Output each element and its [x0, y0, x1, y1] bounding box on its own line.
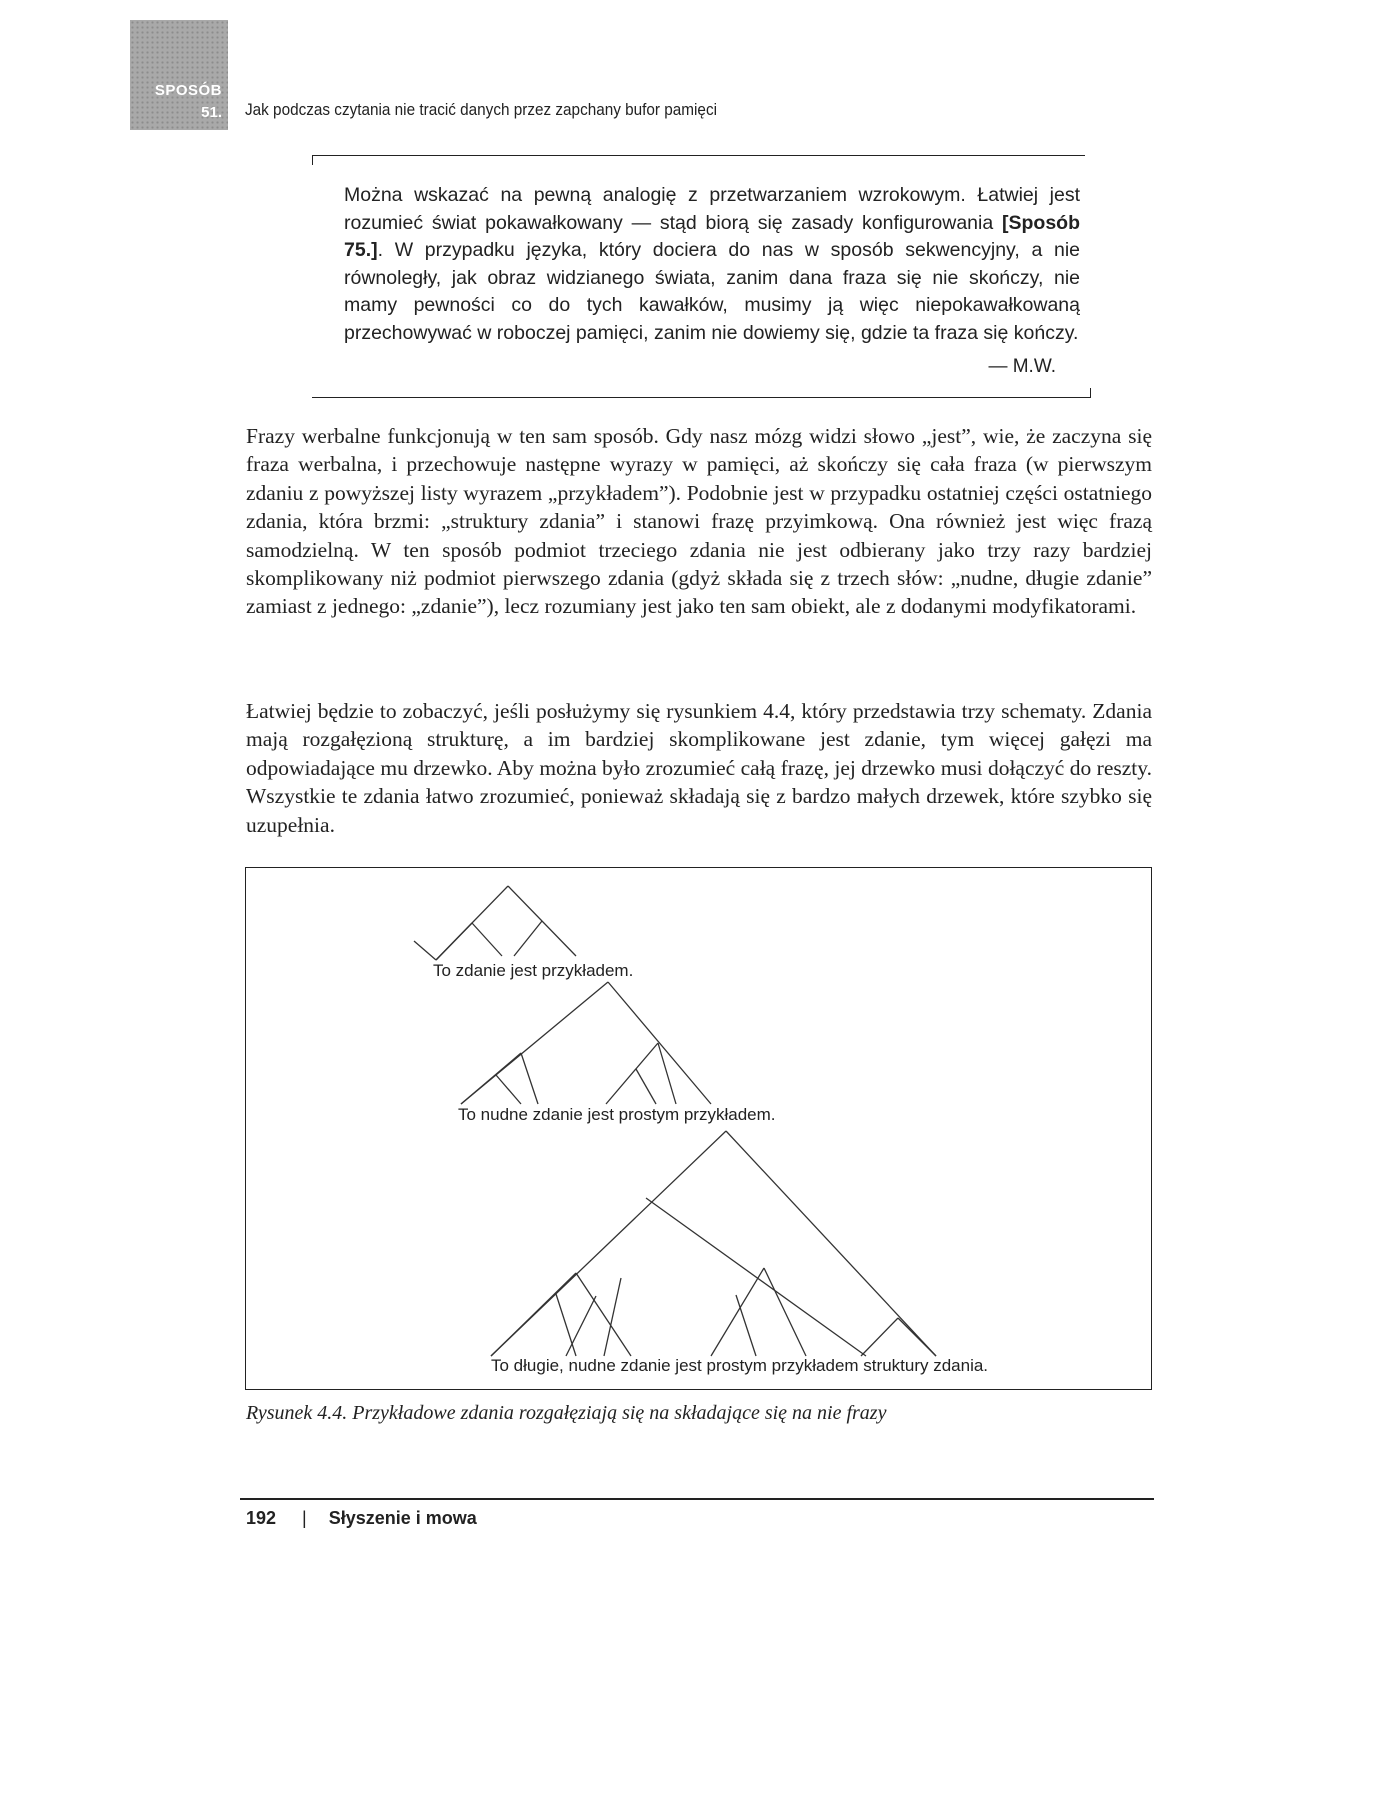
hack-reference-link[interactable]: [Sposób 75.] [344, 211, 1080, 262]
section-tab [130, 20, 228, 130]
tree-diagram [246, 868, 1153, 1391]
page-footer [246, 1508, 477, 1529]
page-number: 192 [246, 1508, 277, 1528]
sentence-3: To długie, nudne zdanie jest prostym przykładem struktury zdania. [491, 1356, 989, 1375]
tab-number: 51. [201, 104, 222, 121]
note-signature: — M.W. [988, 356, 1056, 377]
chapter-title: Słyszenie i mowa [328, 1508, 477, 1528]
sentence-2: To nudne zdanie jest prostym przykładem. [458, 1105, 776, 1124]
body-paragraph-2 [246, 697, 1152, 839]
paragraph-text: Frazy werbalne funkcjonują w ten sam sposób. Gdy nasz mózg widzi słowo „jest”, wie, że zaczyna się fraza werbalna, i przechowuje następne wyrazy w pamięci, aż skończy się cała fraza (w pierwszym zdaniu z powyższej listy wyrazem „przykładem”). Podobnie jest w przypadku ostatniej części ostatniego zdania, która brzmi: „struktury zdania” i stanowi frazę przyimkową. Ona również jest więc frazą samodzielną. W ten sposób podmiot trzeciego zdania nie jest odbierany jako trzy razy bardziej skomplikowany niż podmiot pierwszego zdania (gdyż składa się z trzech słów: „nudne, długie zdanie” zamiast z jednego: „zdanie”), lecz rozumiany jest jako ten sam obiekt, ale z dodanymi modyfikatorami. [246, 424, 1152, 619]
footer-rule [240, 1498, 1154, 1500]
running-head: Jak podczas czytania nie tracić danych przez zapchany bufor pamięci [245, 100, 717, 119]
paragraph-text: Łatwiej będzie to zobaczyć, jeśli posłużymy się rysunkiem 4.4, który przedstawia trzy schematy. Zdania mają rozgałęzioną strukturę, a im bardziej skomplikowane jest zdanie, tym więcej gałęzi ma odpowiadające mu drzewko. Aby można było zrozumieć całą frazę, jej drzewko musi dołączyć do reszty. Wszystkie te zdania łatwo zrozumieć, ponieważ składają się z bardzo małych drzewek, które szybko się uzupełnia. [246, 699, 1152, 837]
figure-caption: Rysunek 4.4. Przykładowe zdania rozgałęziają się na składające się na nie frazy [246, 1402, 887, 1424]
note-text-start: Można wskazać na pewną analogię z przetwarzaniem wzrokowym. Łatwiej jest rozumieć świat pokawałkowany — stąd biorą się zasady konfigurowania [344, 184, 1080, 234]
figure-box [245, 867, 1152, 1390]
sentence-1: To zdanie jest przykładem. [433, 961, 634, 980]
tree-3 [491, 1131, 936, 1356]
note-text-end: . W przypadku języka, który dociera do nas w sposób sekwencyjny, a nie równoległy, jak obraz widzianego świata, zanim dana fraza się nie skończy, nie mamy pewności co do tych kawałków, musimy ją więc niepokawałkowaną przechowywać w roboczej pamięci, zanim nie dowiemy się, gdzie ta fraza się kończy. [344, 239, 1080, 344]
tree-1 [414, 886, 576, 960]
body-paragraph-1 [246, 422, 1152, 621]
footer-separator: | [302, 1508, 307, 1528]
note-paragraph [344, 182, 1080, 348]
tab-label: SPOSÓB [154, 82, 222, 99]
tree-2 [461, 982, 711, 1104]
note-box [344, 182, 1080, 348]
note-border-top [312, 155, 1085, 165]
note-border-bottom [312, 388, 1091, 398]
